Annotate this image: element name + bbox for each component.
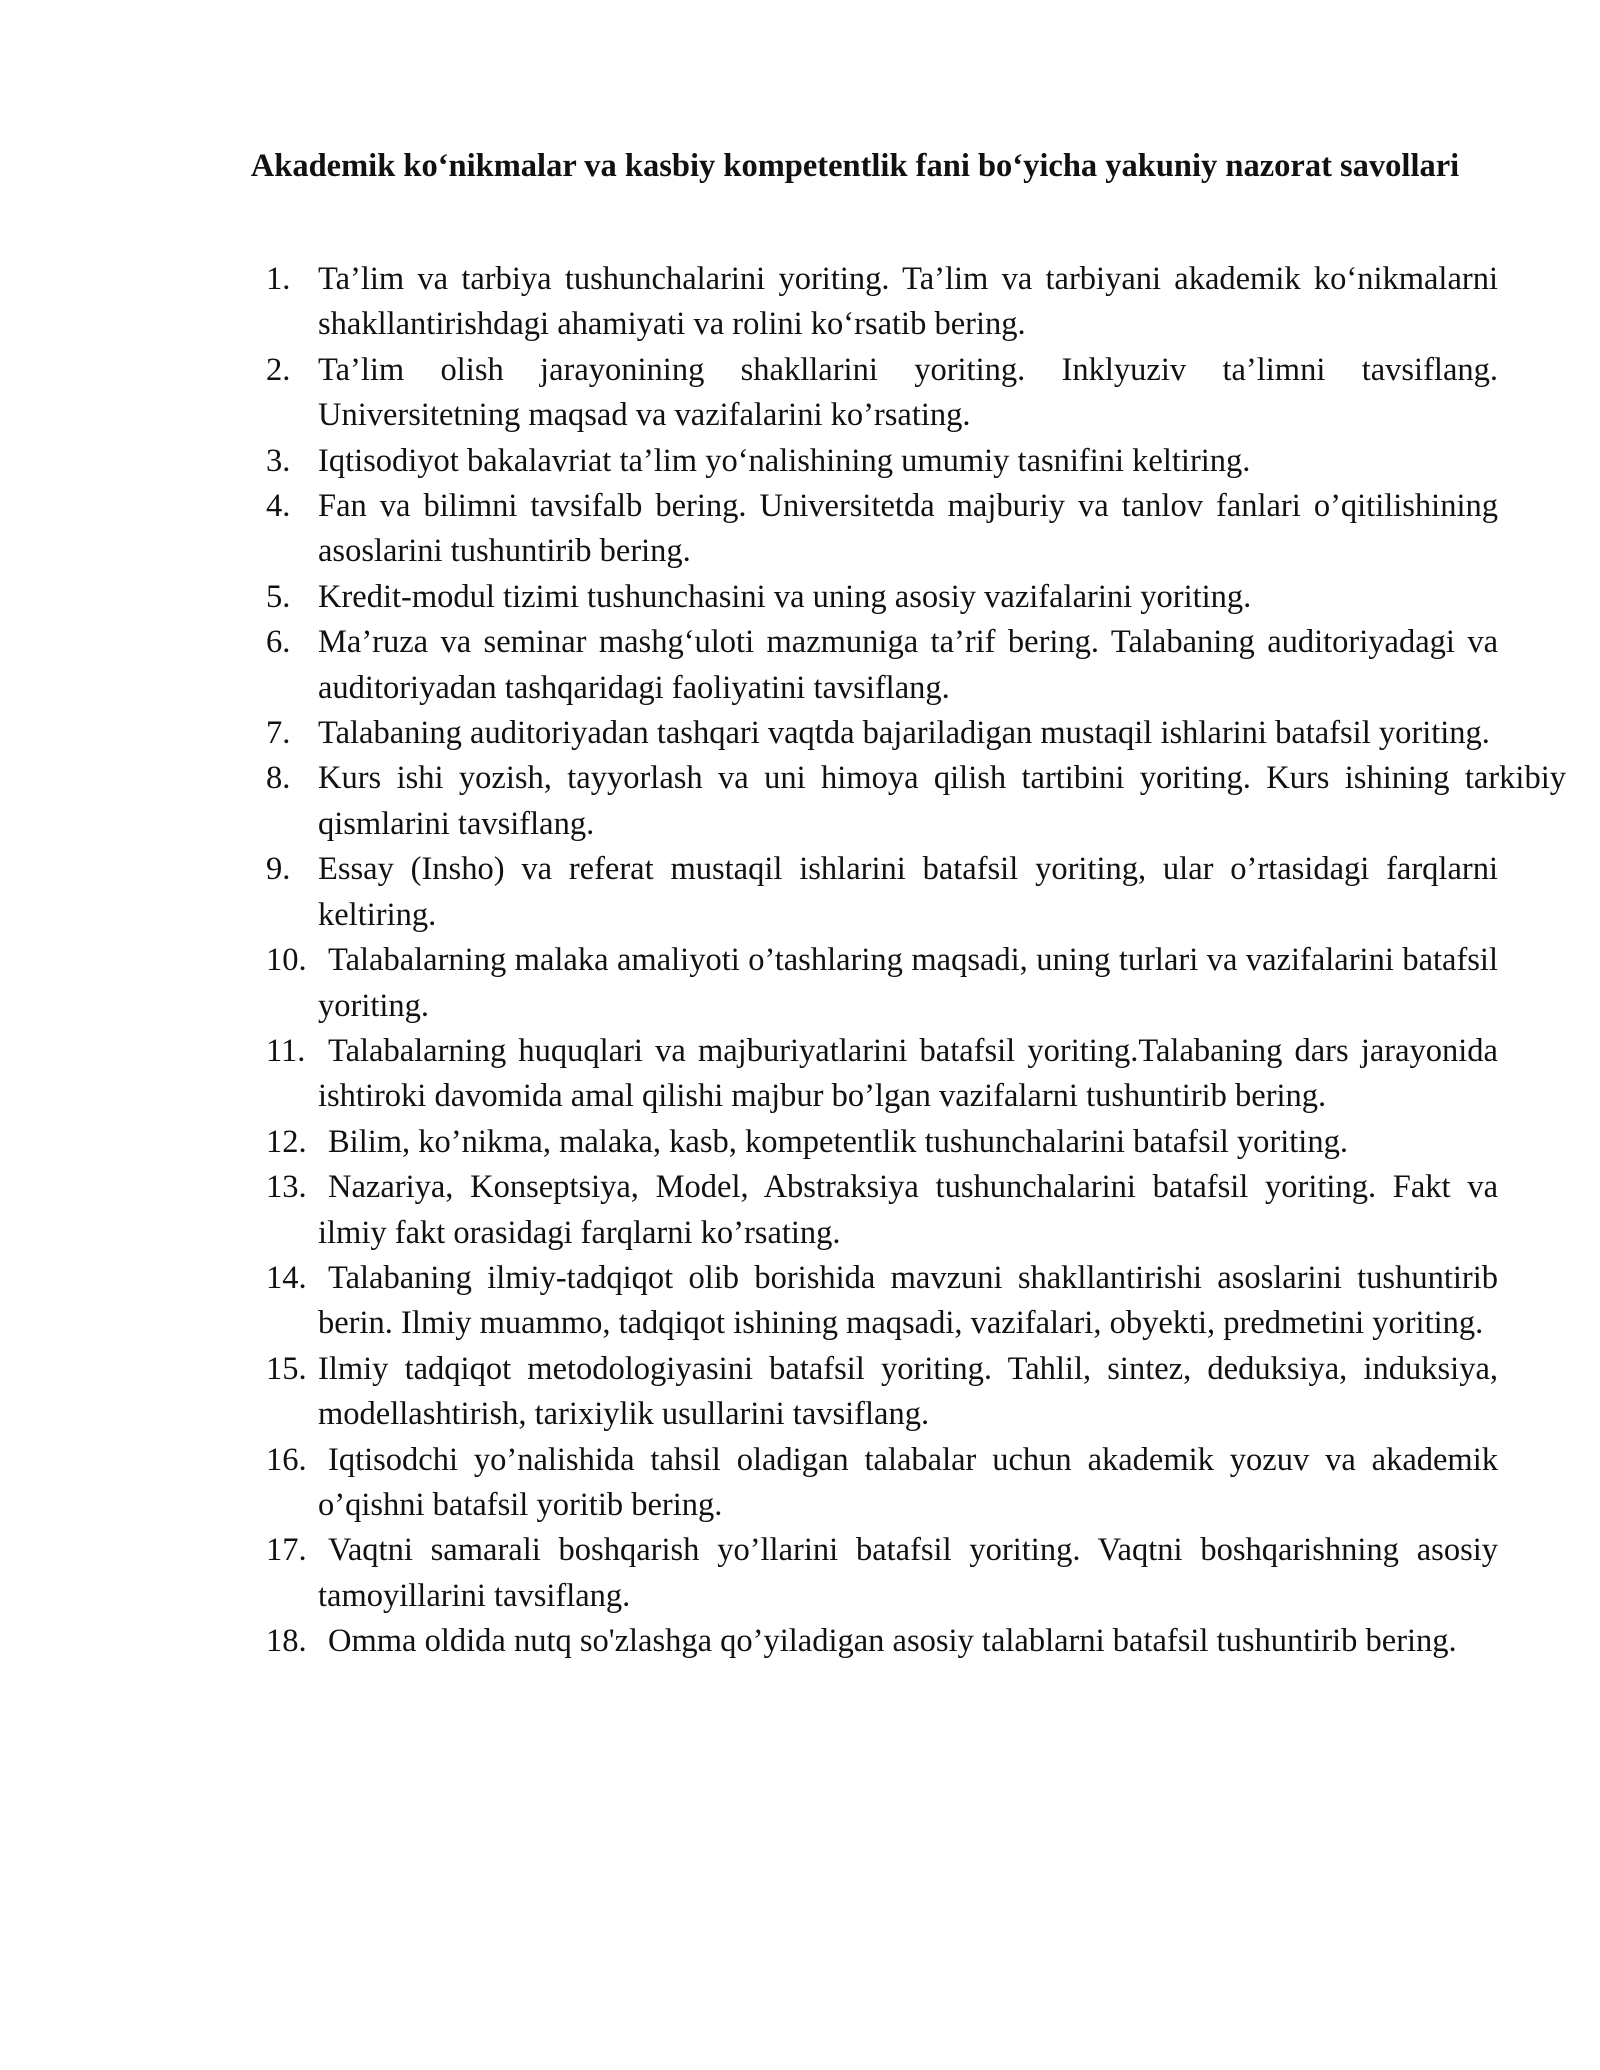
question-number: 13. xyxy=(266,1169,307,1206)
question-number: 1. xyxy=(266,261,291,297)
question-item xyxy=(266,711,1566,756)
question-number: 2. xyxy=(266,351,291,388)
question-text: Iqtisodchi yo’nalishida tahsil oladigan talabalar uchun akademik yozuv va akademik o’qishni batafsil yoritib bering. xyxy=(318,1441,1498,1523)
question-text: Talabaning ilmiy-tadqiqot olib borishida mavzuni shakllantirishi asoslarini tushuntirib berin. Ilmiy muammo, tadqiqot ishining maqsadi, vazifalari, obyekti, predmetini yoriting. xyxy=(318,1259,1498,1342)
question-item xyxy=(266,439,1498,484)
question-item xyxy=(266,1256,1498,1347)
question-item xyxy=(266,1165,1498,1256)
question-item xyxy=(266,1619,1498,1664)
question-number: 15. xyxy=(266,1350,307,1387)
question-number: 10. xyxy=(266,942,307,979)
question-text: Iqtisodiyot bakalavriat ta’lim yo‘nalishining umumiy tasnifini keltiring. xyxy=(318,442,1251,479)
question-item xyxy=(266,1347,1498,1438)
question-text: Nazariya, Konseptsiya, Model, Abstraksiya tushunchalarini batafsil yoriting. Fakt va ilmiy fakt orasidagi farqlarni ko’rsating. xyxy=(318,1169,1498,1251)
question-item xyxy=(266,847,1498,938)
question-number: 3. xyxy=(266,442,291,479)
question-text: Ilmiy tadqiqot metodologiyasini batafsil yoriting. Tahlil, sintez, deduksiya, induksiya, modellashtirish, tarixiylik usullarini tavsiflang. xyxy=(318,1350,1498,1433)
question-text: Omma oldida nutq so'zlashga qo’yiladigan asosiy talablarni batafsil tushuntirib bering. xyxy=(328,1623,1457,1660)
question-number: 11. xyxy=(266,1032,306,1069)
question-item xyxy=(266,484,1498,575)
question-number: 9. xyxy=(266,851,291,888)
question-text: Ma’ruza va seminar mashg‘uloti mazmuniga ta’rif bering. Talabaning auditoriyadagi va auditoriyadan tashqaridagi faoliyatini tavsiflang. xyxy=(318,624,1498,706)
question-number: 12. xyxy=(266,1123,307,1160)
question-item xyxy=(266,620,1498,711)
question-text: Kurs ishi yozish, tayyorlash va uni himoya qilish tartibini yoriting. Kurs ishining tarkibiy qismlarini tavsiflang. xyxy=(318,760,1566,842)
question-number: 8. xyxy=(266,760,291,797)
question-number: 5. xyxy=(266,578,291,615)
question-text: Ta’lim va tarbiya tushunchalarini yoriting. Ta’lim va tarbiyani akademik ko‘nikmalarni shakllantirishdagi ahamiyati va rolini ko‘rsatib bering. xyxy=(318,261,1498,343)
question-number: 4. xyxy=(266,488,291,525)
question-text: Kredit-modul tizimi tushunchasini va uning asosiy vazifalarini yoriting. xyxy=(318,578,1252,615)
document-title: Akademik ko‘nikmalar va kasbiy kompetentlik fani bo‘yicha yakuniy nazorat savollari xyxy=(250,148,1460,184)
question-item xyxy=(266,257,1498,348)
question-text: Talabalarning malaka amaliyoti o’tashlaring maqsadi, uning turlari va vazifalarini batafsil yoriting. xyxy=(318,942,1498,1024)
question-text: Vaqtni samarali boshqarish yo’llarini batafsil yoriting. Vaqtni boshqarishning asosiy tamoyillarini tavsiflang. xyxy=(318,1532,1498,1614)
question-number: 7. xyxy=(266,715,291,752)
question-item xyxy=(266,1528,1498,1619)
question-item xyxy=(266,575,1498,620)
question-text: Essay (Insho) va referat mustaqil ishlarini batafsil yoriting, ular o’rtasidagi farqlarni keltiring. xyxy=(318,851,1498,933)
question-number: 18. xyxy=(266,1623,307,1660)
question-text: Bilim, ko’nikma, malaka, kasb, kompetentlik tushunchalarini batafsil yoriting. xyxy=(328,1123,1348,1160)
question-text: Talabaning auditoriyadan tashqari vaqtda bajariladigan mustaqil ishlarini batafsil yoriting. xyxy=(318,715,1490,752)
question-number: 17. xyxy=(266,1532,307,1569)
question-item xyxy=(266,938,1498,1029)
question-number: 16. xyxy=(266,1441,307,1478)
question-list xyxy=(266,257,1566,1665)
question-number: 14. xyxy=(266,1259,307,1296)
question-item xyxy=(266,1120,1498,1165)
question-text: Talabalarning huquqlari va majburiyatlarini batafsil yoriting.Talabaning dars jarayonida ishtiroki davomida amal qilishi majbur bo’lgan vazifalarni tushuntirib bering. xyxy=(318,1032,1498,1115)
question-number: 6. xyxy=(266,624,291,661)
question-item xyxy=(266,756,1566,847)
question-text: Ta’lim olish jarayonining shakllarini yoriting. Inklyuziv ta’limni tavsiflang. Universitetning maqsad va vazifalarini ko’rsating. xyxy=(318,351,1498,434)
question-item xyxy=(266,1029,1498,1120)
question-item xyxy=(266,1438,1498,1529)
question-item xyxy=(266,348,1498,439)
question-text: Fan va bilimni tavsifalb bering. Universitetda majburiy va tanlov fanlari o’qitilishining asoslarini tushuntirib bering. xyxy=(318,488,1498,570)
